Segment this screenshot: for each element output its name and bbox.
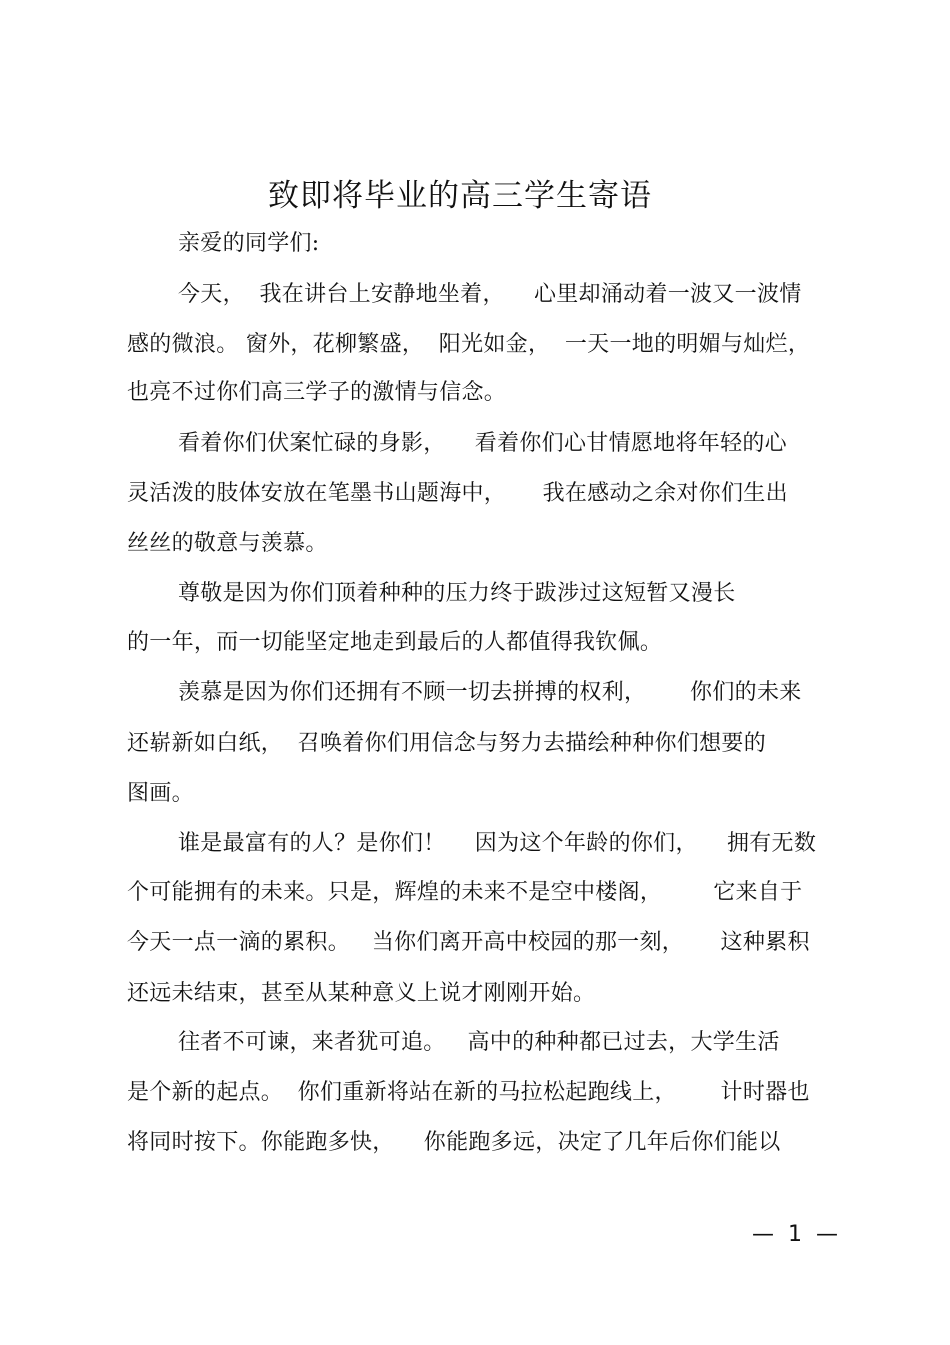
paragraph-4-line-1: 羡慕是因为你们还拥有不顾一切去拼搏的权利， 你们的未来 (178, 680, 802, 705)
paragraph-1-line-3: 也亮不过你们高三学子的激情与信念。 (127, 380, 507, 405)
document-title: 致即将毕业的高三学生寄语 (268, 178, 652, 214)
paragraph-6-line-2: 是个新的起点。 你们重新将站在新的马拉松起跑线上， 计时器也 (127, 1080, 810, 1105)
paragraph-5-line-1: 谁是最富有的人？是你们！ 因为这个年龄的你们， 拥有无数 (178, 831, 817, 856)
paragraph-5-line-2: 个可能拥有的未来。只是，辉煌的未来不是空中楼阁， 它来自于 (127, 880, 803, 905)
paragraph-3-line-1: 尊敬是因为你们顶着种种的压力终于跋涉过这短暂又漫长 (178, 581, 736, 606)
paragraph-2-line-3: 丝丝的敬意与羡慕。 (127, 531, 328, 556)
paragraph-4-line-3: 图画。 (127, 781, 194, 806)
paragraph-5-line-4: 还远未结束，甚至从某种意义上说才刚刚开始。 (127, 981, 596, 1006)
page-number: — 1 — (752, 1222, 838, 1247)
paragraph-6-line-1: 往者不可谏，来者犹可追。 高中的种种都已过去，大学生活 (178, 1030, 780, 1055)
greeting: 亲爱的同学们: (178, 231, 320, 256)
paragraph-2-line-2: 灵活泼的肢体安放在笔墨书山题海中， 我在感动之余对你们生出 (127, 481, 788, 506)
paragraph-2-line-1: 看着你们伏案忙碌的身影， 看着你们心甘情愿地将年轻的心 (178, 431, 787, 456)
paragraph-4-line-2: 还崭新如白纸， 召唤着你们用信念与努力去描绘种种你们想要的 (127, 731, 766, 756)
paragraph-1-line-1: 今天， 我在讲台上安静地坐着， 心里却涌动着一波又一波情 (178, 282, 802, 307)
paragraph-6-line-3: 将同时按下。你能跑多快， 你能跑多远，决定了几年后你们能以 (127, 1130, 781, 1155)
paragraph-5-line-3: 今天一点一滴的累积。 当你们离开高中校园的那一刻， 这种累积 (127, 930, 810, 955)
paragraph-1-line-2: 感的微浪。 窗外，花柳繁盛， 阳光如金， 一天一地的明媚与灿烂， (127, 332, 811, 357)
paragraph-3-line-2: 的一年，而一切能坚定地走到最后的人都值得我钦佩。 (127, 630, 663, 655)
